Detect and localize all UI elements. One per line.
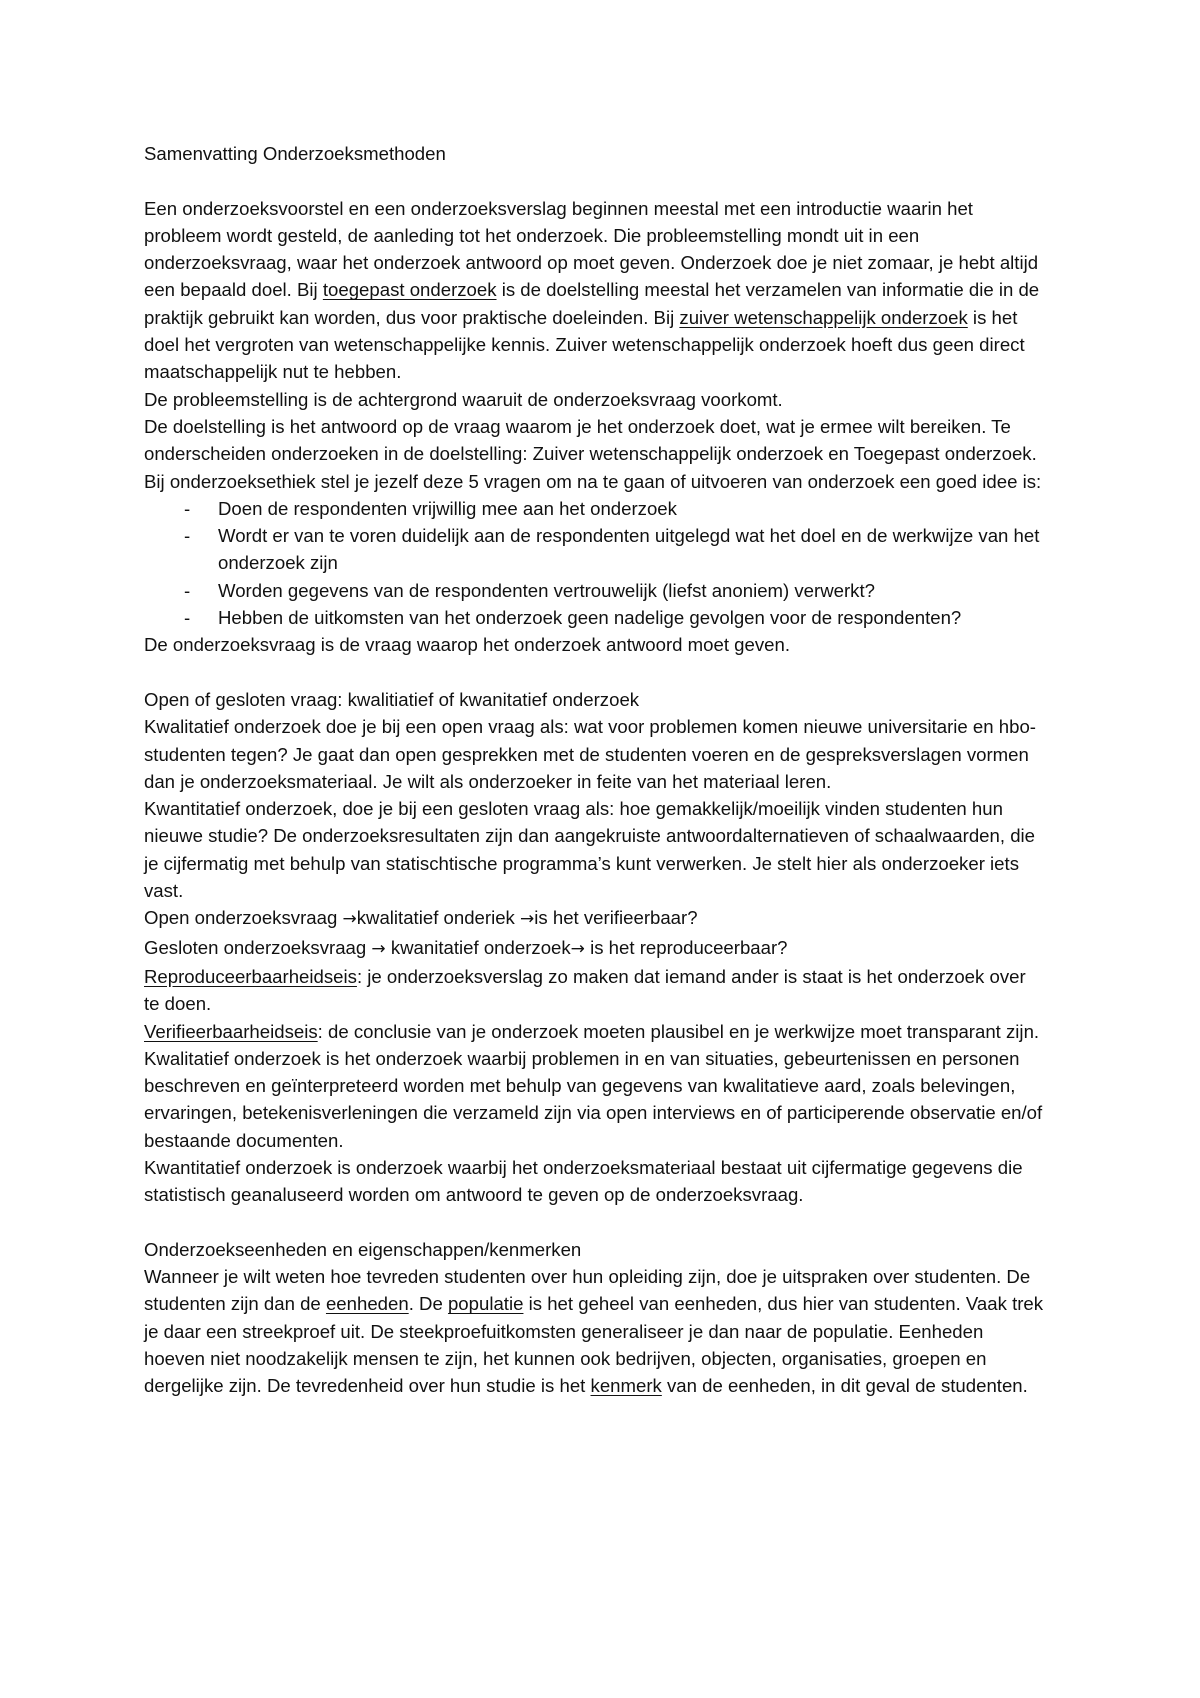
term-eenheden: eenheden (325, 1293, 409, 1315)
arrow-right-icon: → (570, 938, 585, 959)
text-run: is het reproduceerbaar? (584, 936, 788, 958)
paragraph-kwantitatief: Kwantitatief onderzoek, doe je bij een gesloten vraag als: hoe gemakkelijk/moeilijk vinden studenten hun nieuwe studie? De onderzoeksresultaten zijn dan aangekruiste antwoordalternatieven of schaalwaarden, die je cijfermatig met behulp van statischtische programma’s kunt verwerken. Je stelt hier als onderzoeker iets vast. (144, 798, 1036, 902)
text-run: van de eenheden, in dit geval de studenten. (661, 1375, 1028, 1397)
text-run: kwalitatief onderiek (356, 907, 521, 929)
paragraph-reproduceerbaarheidseis (144, 963, 1044, 1018)
text-run: is de doelstelling meestal het verzamelen van informatie die in de praktijk gebruikt kan worden, dus voor praktische doeleinden. Bij (144, 279, 1040, 328)
paragraph-probleemstelling: De probleemstelling is de achtergrond waaruit de onderzoeksvraag voorkomt. (144, 388, 783, 410)
document-page (144, 140, 1044, 1400)
term-kenmerk: kenmerk (590, 1375, 662, 1397)
text-run: is het doel het vergroten van wetenschappelijke kennis. Zuiver wetenschappelijk onderzoek hoeft dus geen direct maatschappelijk nut te hebben. (144, 306, 1025, 383)
text-run: Wanneer je wilt weten hoe tevreden studenten over hun opleiding zijn, doe je uitspraken over studenten. De studenten zijn dan de (144, 1266, 1031, 1315)
paragraph-doelstelling: De doelstelling is het antwoord op de vraag waarom je het onderzoek doet, wat je ermee wilt bereiken. Te onderscheiden onderzoeken in de doelstelling: Zuiver wetenschappelijk onderzoek en Toegepast onderzoek. (144, 415, 1037, 465)
text-run: Open onderzoeksvraag (144, 907, 343, 929)
term-verifieerbaarheidseis: Verifieerbaarheidseis (144, 1020, 318, 1042)
paragraph-kwalitatief: Kwalitatief onderzoek doe je bij een open vraag als: wat voor problemen komen nieuwe universitarie en hbo-studenten tegen? Je gaat dan open gesprekken met de studenten voeren en de gespreksverslagen vormen dan je onderzoeksmateriaal. Je wilt als onderzoeker in feite van het materiaal leren. (144, 716, 1036, 792)
section-heading-open-gesloten: Open of gesloten vraag: kwalitiatief of kwanitatief onderzoek (144, 688, 640, 710)
spacer (144, 1209, 1044, 1236)
flow-line-open (144, 904, 1044, 933)
text-run: kwanitatief onderzoek (385, 936, 571, 958)
ethics-question-list (144, 495, 1044, 631)
paragraph-kwantitatief-definitie: Kwantitatief onderzoek is onderzoek waarbij het onderzoeksmateriaal bestaat uit cijfermatige gegevens die statistisch geanaluseerd worden om antwoord te geven op de onderzoeksvraag. (144, 1156, 1023, 1206)
spacer (144, 167, 1044, 194)
text-run: is het verifieerbaar? (534, 907, 698, 929)
text-run: Gesloten onderzoeksvraag (144, 936, 372, 958)
paragraph-eenheden (144, 1263, 1044, 1399)
section-heading-onderzoekseenheden: Onderzoekseenheden en eigenschappen/kenmerken (144, 1238, 582, 1260)
term-zuiver-wetenschappelijk-onderzoek: zuiver wetenschappelijk onderzoek (679, 306, 968, 328)
text-run: : je onderzoeksverslag zo maken dat iemand ander is staat is het onderzoek over te doen. (144, 965, 1026, 1015)
list-item: - Hebben de uitkomsten van het onderzoek geen nadelige gevolgen voor de respondenten? (218, 604, 1044, 631)
arrow-right-icon: → (342, 909, 357, 930)
list-item: - Worden gegevens van de respondenten vertrouwelijk (liefst anoniem) verwerkt? (218, 577, 1044, 604)
term-reproduceerbaarheidseis: Reproduceerbaarheidseis (144, 965, 357, 987)
flow-line-gesloten (144, 934, 1044, 963)
document-title: Samenvatting Onderzoeksmethoden (144, 143, 446, 164)
list-item: - Doen de respondenten vrijwillig mee aan het onderzoek (218, 495, 1044, 522)
arrow-right-icon: → (371, 938, 386, 959)
text-run: . De (408, 1293, 448, 1315)
paragraph-kwalitatief-definitie: Kwalitatief onderzoek is het onderzoek waarbij problemen in en van situaties, gebeurtenissen en personen beschreven en geïnterpreteerd worden met behulp van gegevens van kwalitatieve aard, zoals belevingen, ervaringen, betekenisverleningen die verzameld zijn via open interviews en of participerende observatie en/of bestaande documenten. (144, 1047, 1043, 1151)
term-toegepast-onderzoek: toegepast onderzoek (322, 279, 497, 301)
list-item: - Wordt er van te voren duidelijk aan de respondenten uitgelegd wat het doel en de werkwijze van het onderzoek zijn (218, 522, 1044, 577)
paragraph-onderzoeksethiek: Bij onderzoeksethiek stel je jezelf deze 5 vragen om na te gaan of uitvoeren van onderzoek een goed idee is: (144, 470, 1042, 492)
text-run: Een onderzoeksvoorstel en een onderzoeksverslag beginnen meestal met een introductie waarin het probleem wordt gesteld, de aanleding tot het onderzoek. Die probleemstelling mondt uit in een onderzoeksvraag, waar het onderzoek antwoord op moet geven. Onderzoek doe je niet zomaar, je hebt altijd een bepaald doel. Bij (144, 197, 1039, 301)
paragraph-onderzoeksvraag: De onderzoeksvraag is de vraag waarop het onderzoek antwoord moet geven. (144, 634, 791, 656)
arrow-right-icon: → (520, 909, 535, 930)
spacer (144, 659, 1044, 686)
text-run: : de conclusie van je onderzoek moeten plausibel en je werkwijze moet transparant zijn. (317, 1020, 1040, 1042)
paragraph-verifieerbaarheidseis (144, 1018, 1044, 1045)
term-populatie: populatie (447, 1293, 524, 1315)
intro-paragraph (144, 195, 1044, 386)
text-run: is het geheel van eenheden, dus hier van studenten. Vaak trek je daar een streekproef uit. De steekproefuitkomsten generaliseer je dan naar de populatie. Eenheden hoeven niet noodzakelijk mensen te zijn, het kunnen ook bedrijven, objecten, organisaties, groepen en dergelijke zijn. De tevredenheid over hun studie is het (144, 1293, 1044, 1397)
